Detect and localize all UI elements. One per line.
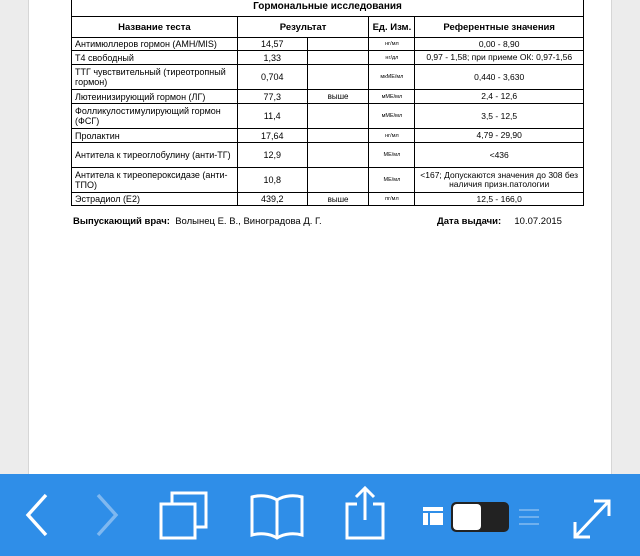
row-unit: МЕ/мл [369, 143, 415, 168]
table-title-row [72, 0, 584, 17]
sidebar-toggle[interactable] [418, 486, 548, 544]
row-result: 439,2 [237, 193, 307, 206]
row-reference: 2,4 - 12,6 [415, 90, 584, 104]
page-right-edge [611, 0, 612, 474]
sidebar-toggle-icon [418, 486, 548, 544]
row-test-name: ТТГ чувствительный (тиреотропный гормон) [72, 65, 238, 90]
row-reference: 4,79 - 29,90 [415, 129, 584, 143]
row-test-name: Эстрадиол (Е2) [72, 193, 238, 206]
back-button[interactable] [18, 486, 54, 544]
row-reference: 0,440 - 3,630 [415, 65, 584, 90]
row-result: 11,4 [237, 104, 307, 129]
row-flag [307, 65, 369, 90]
bottom-toolbar [0, 474, 640, 556]
row-unit: нг/мл [369, 38, 415, 51]
issue-date [437, 216, 562, 227]
row-test-name: Антитела к тиреопероксидазе (анти-ТПО) [72, 168, 238, 193]
row-reference: 3,5 - 12,5 [415, 104, 584, 129]
table-row [72, 168, 584, 193]
row-test-name: Фолликулостимулирующий гормон (ФСГ) [72, 104, 238, 129]
table-row [72, 51, 584, 65]
row-unit: МЕ/мл [369, 168, 415, 193]
forward-arrow-icon [90, 486, 126, 544]
row-result: 17,64 [237, 129, 307, 143]
row-result: 12,9 [237, 143, 307, 168]
row-result: 77,3 [237, 90, 307, 104]
share-button[interactable] [340, 486, 390, 544]
row-reference: <436 [415, 143, 584, 168]
row-unit: пг/мл [369, 193, 415, 206]
row-result: 0,704 [237, 65, 307, 90]
row-flag [307, 143, 369, 168]
row-unit: мМЕ/мл [369, 90, 415, 104]
row-flag [307, 38, 369, 51]
header-unit: Ед. Изм. [369, 17, 415, 38]
row-test-name: Пролактин [72, 129, 238, 143]
table-row [72, 129, 584, 143]
expand-icon [570, 486, 614, 544]
table-row [72, 104, 584, 129]
date-value: 10.07.2015 [514, 216, 562, 227]
row-flag [307, 168, 369, 193]
row-result: 14,57 [237, 38, 307, 51]
row-unit: мМЕ/мл [369, 104, 415, 129]
row-flag [307, 129, 369, 143]
issuing-doctor [73, 216, 322, 227]
copy-icon [156, 486, 212, 544]
row-flag: выше [307, 90, 369, 104]
table-row [72, 38, 584, 51]
row-flag [307, 104, 369, 129]
table-row [72, 65, 584, 90]
row-reference: <167; Допускаются значения до 308 без наличия призн.патологии [415, 168, 584, 193]
forward-button[interactable] [90, 486, 126, 544]
row-unit: нг/мл [369, 129, 415, 143]
row-reference: 12,5 - 166,0 [415, 193, 584, 206]
header-result: Результат [237, 17, 369, 38]
date-label: Дата выдачи: [437, 216, 502, 227]
row-reference: 0,97 - 1,58; при приеме ОК: 0,97-1,56 [415, 51, 584, 65]
table-row [72, 143, 584, 168]
results-table [71, 0, 584, 206]
row-result: 1,33 [237, 51, 307, 65]
copy-button[interactable] [156, 486, 212, 544]
doctor-value: Волынец Е. В., Виноградова Д. Г. [175, 216, 322, 227]
row-result: 10,8 [237, 168, 307, 193]
row-unit: мкМЕ/мл [369, 65, 415, 90]
book-button[interactable] [247, 486, 307, 544]
row-test-name: Антимюллеров гормон (AMH/MIS) [72, 38, 238, 51]
row-flag: выше [307, 193, 369, 206]
expand-button[interactable] [570, 486, 614, 544]
row-test-name: Антитела к тиреоглобулину (анти-ТГ) [72, 143, 238, 168]
table-row [72, 193, 584, 206]
header-test-name: Название теста [72, 17, 238, 38]
row-test-name: Т4 свободный [72, 51, 238, 65]
row-unit: нг/дл [369, 51, 415, 65]
book-icon [247, 486, 307, 544]
table-row [72, 90, 584, 104]
row-test-name: Лютеинизирующий гормон (ЛГ) [72, 90, 238, 104]
share-icon [340, 486, 390, 544]
table-title: Гормональные исследования [72, 0, 584, 17]
row-reference: 0,00 - 8,90 [415, 38, 584, 51]
header-reference: Референтные значения [415, 17, 584, 38]
back-arrow-icon [18, 486, 54, 544]
table-header-row [72, 17, 584, 38]
doctor-label: Выпускающий врач: [73, 216, 170, 227]
row-flag [307, 51, 369, 65]
